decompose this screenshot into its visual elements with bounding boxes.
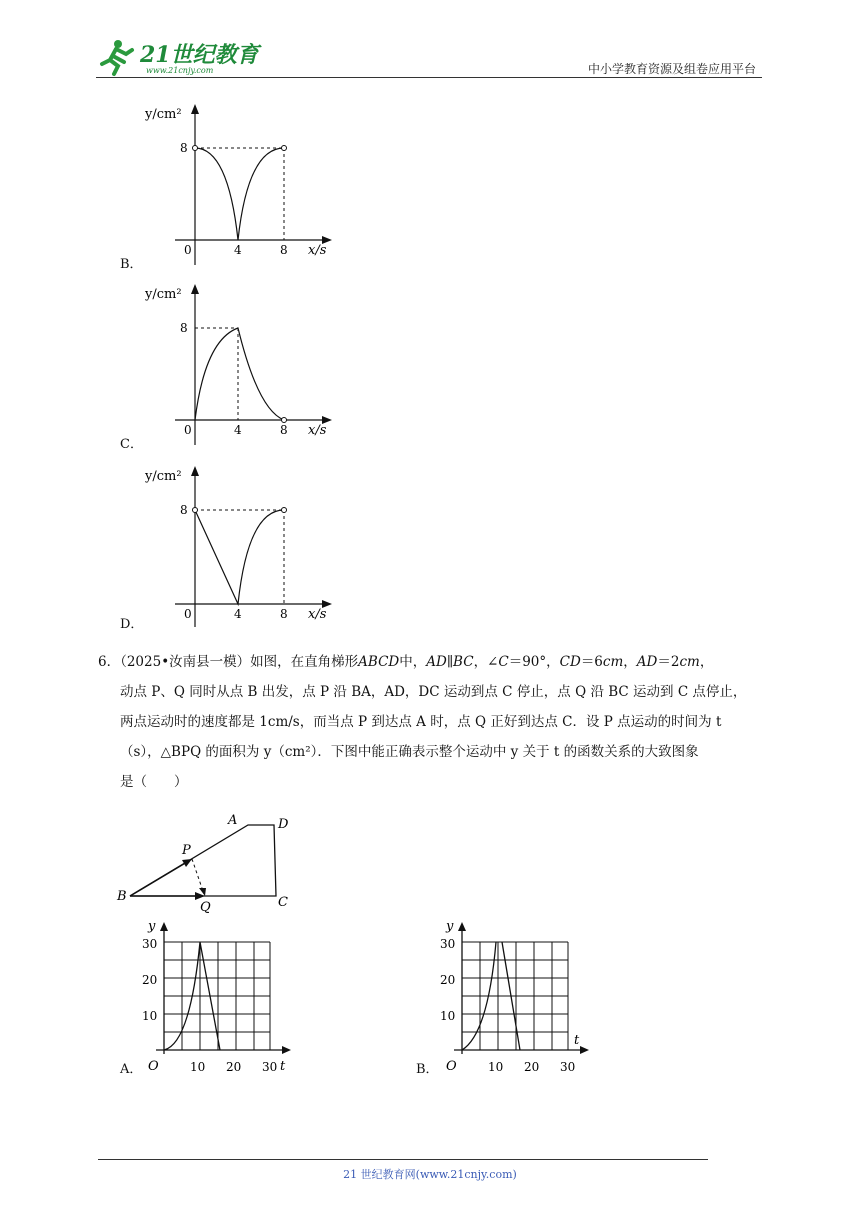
svg-text:y/cm²: y/cm² <box>145 469 182 484</box>
question-source: （2025•汝南县一模） <box>120 654 251 670</box>
svg-text:y: y <box>446 919 454 934</box>
svg-text:A: A <box>228 813 238 828</box>
trapezoid-figure <box>112 810 302 924</box>
svg-text:8: 8 <box>180 141 188 155</box>
svg-text:30: 30 <box>560 1060 576 1074</box>
svg-text:8: 8 <box>280 243 288 257</box>
svg-text:30: 30 <box>142 937 158 951</box>
svg-text:D: D <box>278 817 289 832</box>
svg-text:y/cm²: y/cm² <box>145 107 182 122</box>
svg-text:20: 20 <box>226 1060 242 1074</box>
svg-text:8: 8 <box>280 423 288 437</box>
question-text-line: 是（ ） <box>120 774 188 790</box>
svg-text:10: 10 <box>488 1060 504 1074</box>
svg-text:8: 8 <box>180 503 188 517</box>
svg-text:30: 30 <box>440 937 456 951</box>
platform-name: 中小学教育资源及组卷应用平台 <box>587 62 756 76</box>
q5-option-d-graph <box>140 462 340 636</box>
logo-url: www.21cnjy.com <box>146 66 214 75</box>
q6-option-b-graph <box>438 914 598 1082</box>
svg-text:30: 30 <box>262 1060 278 1074</box>
q6-option-b-label[interactable]: B． <box>416 1062 439 1077</box>
svg-text:8: 8 <box>180 321 188 335</box>
question-text-line: 两点运动时的速度都是 1cm/s，而当点 P 到达点 A 时，点 Q 正好到达点 C．设 P 点运动的时间为 t <box>120 714 722 730</box>
svg-text:0: 0 <box>184 423 192 437</box>
svg-text:0: 0 <box>184 243 192 257</box>
footer-rule <box>98 1159 708 1160</box>
svg-text:P: P <box>182 843 191 858</box>
question-6: 6．（2025•汝南县一模）如图，在直角梯形ABCD中，AD∥BC，∠C＝90°，CD＝6cm，AD＝2cm， 动点 P、Q 同时从点 B 出发，点 P 沿 BA，AD，DC 运动到点 C 停止，点 Q 沿 BC 运动到 C 点停止， 两点运动时的速度都是 1cm/s，而当点 P 到达点 A 时，点 Q 正好到达点 C．设 P 点运动的时间为 t （s），△BPQ 的面积为 y（cm²）．下图中能正确表示整个运动中 y 关于 t 的函数关系的大致图象 是（ ） <box>98 647 770 797</box>
q6-option-a-label[interactable]: A． <box>120 1062 143 1077</box>
svg-text:x/s: x/s <box>308 607 327 622</box>
question-text-line: （s），△BPQ 的面积为 y（cm²）．下图中能正确表示整个运动中 y 关于 t 的函数关系的大致图象 <box>120 744 699 760</box>
svg-text:B: B <box>117 889 127 904</box>
q5-option-b-graph <box>140 100 340 274</box>
svg-text:O: O <box>446 1059 457 1074</box>
svg-text:y: y <box>148 919 156 934</box>
svg-text:4: 4 <box>234 423 242 437</box>
svg-text:10: 10 <box>190 1060 206 1074</box>
question-number: 6． <box>98 654 121 670</box>
svg-text:0: 0 <box>184 607 192 621</box>
q5-option-b-label[interactable]: B． <box>120 257 143 272</box>
svg-text:4: 4 <box>234 607 242 621</box>
svg-text:10: 10 <box>440 1009 456 1023</box>
q5-option-c-label[interactable]: C． <box>120 437 143 452</box>
runner-icon <box>102 40 132 74</box>
svg-text:Q: Q <box>200 900 211 915</box>
q5-option-d-label[interactable]: D． <box>120 617 144 632</box>
footer-link[interactable]: 21 世纪教育网(www.21cnjy.com) <box>343 1168 517 1181</box>
site-logo <box>96 36 266 78</box>
logo-text: 21世纪教育 <box>140 42 259 68</box>
svg-text:20: 20 <box>142 973 158 987</box>
svg-text:x/s: x/s <box>308 243 327 258</box>
header-rule <box>96 77 762 78</box>
svg-text:20: 20 <box>440 973 456 987</box>
svg-text:8: 8 <box>280 607 288 621</box>
q5-option-c-graph <box>140 280 340 454</box>
svg-text:20: 20 <box>524 1060 540 1074</box>
svg-text:O: O <box>148 1059 159 1074</box>
svg-text:t: t <box>574 1033 580 1048</box>
svg-text:t: t <box>280 1059 286 1074</box>
svg-text:C: C <box>278 895 288 910</box>
q6-option-a-graph <box>140 914 300 1082</box>
svg-text:10: 10 <box>142 1009 158 1023</box>
svg-text:x/s: x/s <box>308 423 327 438</box>
svg-text:4: 4 <box>234 243 242 257</box>
svg-text:y/cm²: y/cm² <box>145 287 182 302</box>
question-text-line: 动点 P、Q 同时从点 B 出发，点 P 沿 BA，AD，DC 运动到点 C 停止，点 Q 沿 BC 运动到 C 点停止， <box>120 684 747 700</box>
